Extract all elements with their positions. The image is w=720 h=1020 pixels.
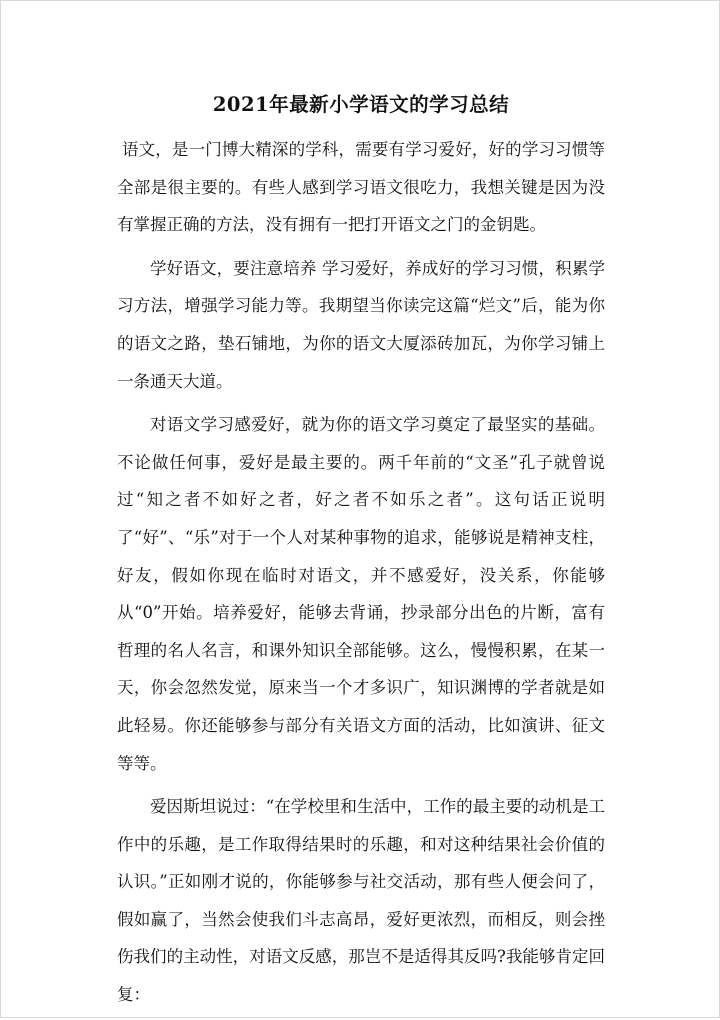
document-body xyxy=(117,87,605,1020)
paragraph-2: 学好语文，要注意培养 学习爱好，养成好的学习习惯，积累学习方法，增强学习能力等。我期望当你读完这篇“烂文”后，能为你的语文之路，垫石铺地，为你的语文大厦添砖加瓦，为你学习铺上一条通天大道。 xyxy=(117,258,605,391)
document-title: 2021年最新小学语文的学习总结 xyxy=(212,93,510,116)
paragraph-1: 语文，是一门博大精深的学科，需要有学习爱好，好的学习习惯等全部是很主要的。有些人感到学习语文很吃力，我想关键是因为没有掌握正确的方法，没有拥有一把打开语文之门的金钥匙。 xyxy=(117,140,605,235)
paragraph-4: 爱因斯坦说过：“在学校里和生活中，工作的最主要的动机是工作中的乐趣，是工作取得结果时的乐趣，和对这种结果社会价值的认识。”正如刚才说的，你能够参与社交活动，那有些人便会问了，假如赢了，当然会使我们斗志高昂，爱好更浓烈，而相反，则会挫伤我们的主动性，对语文反感，那岂不是适得其反吗?我能够肯定回复： xyxy=(117,797,605,1005)
paragraph-3: 对语文学习感爱好，就为你的语文学习奠定了最坚实的基础。不论做任何事，爱好是最主要的。两千年前的“文圣”孔子就曾说过“知之者不如好之者，好之者不如乐之者”。这句话正说明了“好”、“乐”对于一个人对某种事物的追求，能够说是精神支柱，好友，假如你现在临时对语文，并不感爱好，没关系，你能够从“0”开始。培养爱好，能够去背诵，抄录部分出色的片断，富有哲理的名人名言，和课外知识全部能够。这么，慢慢积累，在某一天，你会忽然发觉，原来当一个才多识广，知识渊博的学者就是如此轻易。你还能够参与部分有关语文方面的活动，比如演讲、征文等等。 xyxy=(117,415,605,773)
